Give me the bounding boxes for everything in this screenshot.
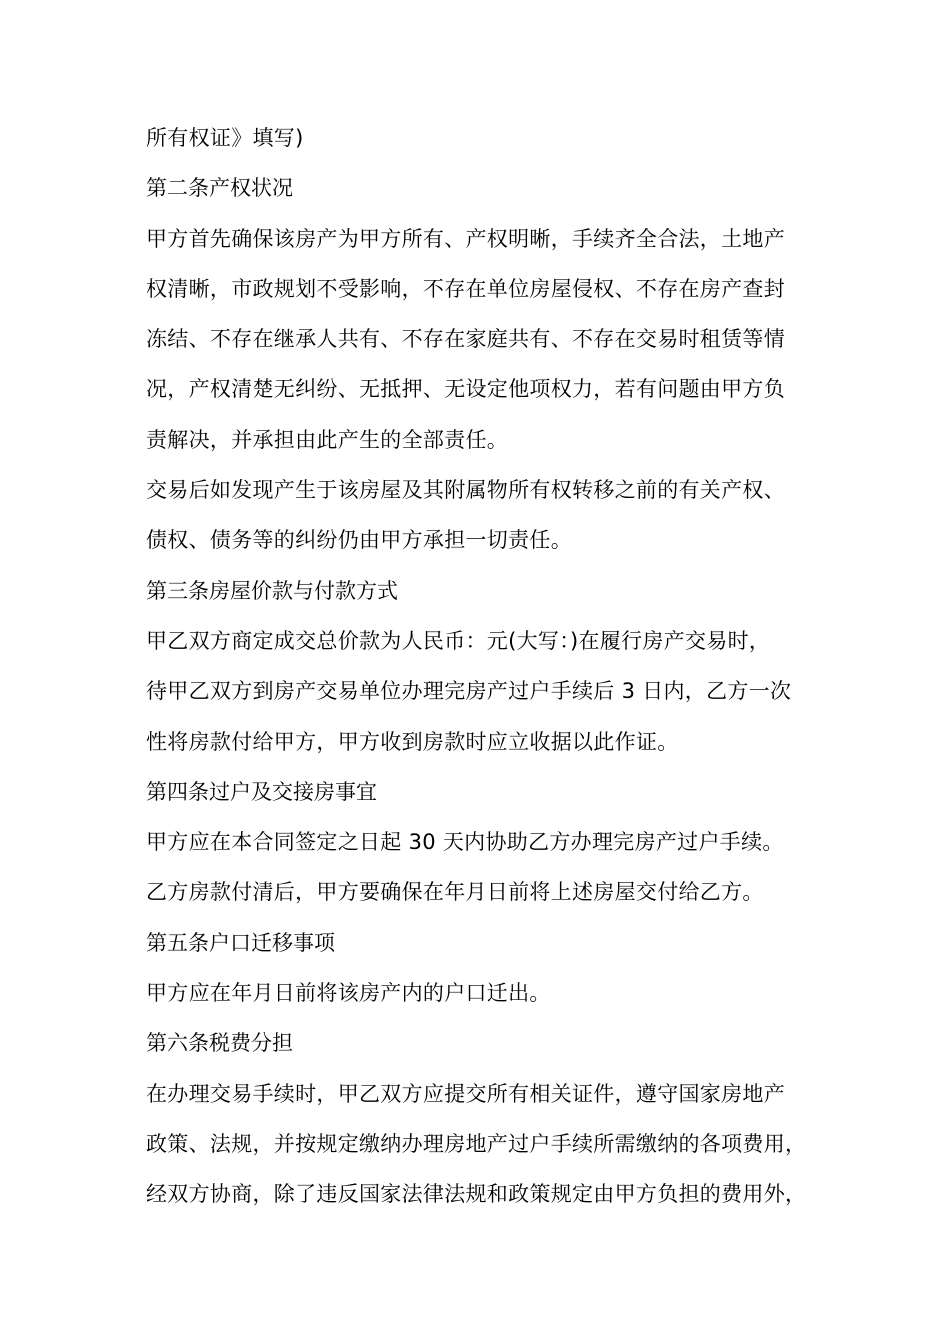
section-heading: 第四条过户及交接房事宜 bbox=[146, 779, 377, 804]
text-line: 债权、债务等的纠纷仍由甲方承担一切责任。 bbox=[146, 528, 572, 553]
text-line: 乙方房款付清后，甲方要确保在年月日前将上述房屋交付给乙方。 bbox=[146, 880, 764, 905]
text-line: 政策、法规，并按规定缴纳办理房地产过户手续所需缴纳的各项费用， bbox=[146, 1131, 807, 1156]
text-line: 甲方首先确保该房产为甲方所有、产权明晰，手续齐全合法，土地产 bbox=[146, 226, 785, 251]
text-line: 交易后如发现产生于该房屋及其附属物所有权转移之前的有关产权、 bbox=[146, 478, 785, 503]
section-heading: 第二条产权状况 bbox=[146, 176, 293, 201]
document-body bbox=[146, 113, 826, 1220]
text-line: 甲方应在年月日前将该房产内的户口迁出。 bbox=[146, 981, 551, 1006]
text-line: 所有权证》填写) bbox=[146, 126, 304, 150]
text-line: 性将房款付给甲方，甲方收到房款时应立收据以此作证。 bbox=[146, 729, 679, 754]
text-line: 在办理交易手续时，甲乙双方应提交所有相关证件，遵守国家房地产 bbox=[146, 1081, 785, 1106]
text-line: 冻结、不存在继承人共有、不存在家庭共有、不存在交易时租赁等情 bbox=[146, 327, 785, 352]
text-line: 权清晰，市政规划不受影响，不存在单位房屋侵权、不存在房产查封 bbox=[146, 276, 785, 301]
text-line: 甲乙双方商定成交总价款为人民币：元(大写：)在履行房产交易时， bbox=[146, 628, 771, 653]
text-line: 责解决，并承担由此产生的全部责任。 bbox=[146, 427, 509, 452]
text-line: 经双方协商，除了违反国家法律法规和政策规定由甲方负担的费用外， bbox=[146, 1182, 807, 1207]
section-heading: 第六条税费分担 bbox=[146, 1031, 293, 1056]
text-line: 况，产权清楚无纠纷、无抵押、无设定他项权力，若有问题由甲方负 bbox=[146, 377, 785, 402]
section-heading: 第五条户口迁移事项 bbox=[146, 930, 335, 955]
text-line: 甲方应在本合同签定之日起 30 天内协助乙方办理完房产过户手续。 bbox=[146, 830, 784, 855]
text-line: 待甲乙双方到房产交易单位办理完房产过户手续后 3 日内，乙方一次 bbox=[146, 679, 792, 704]
section-heading: 第三条房屋价款与付款方式 bbox=[146, 578, 398, 603]
